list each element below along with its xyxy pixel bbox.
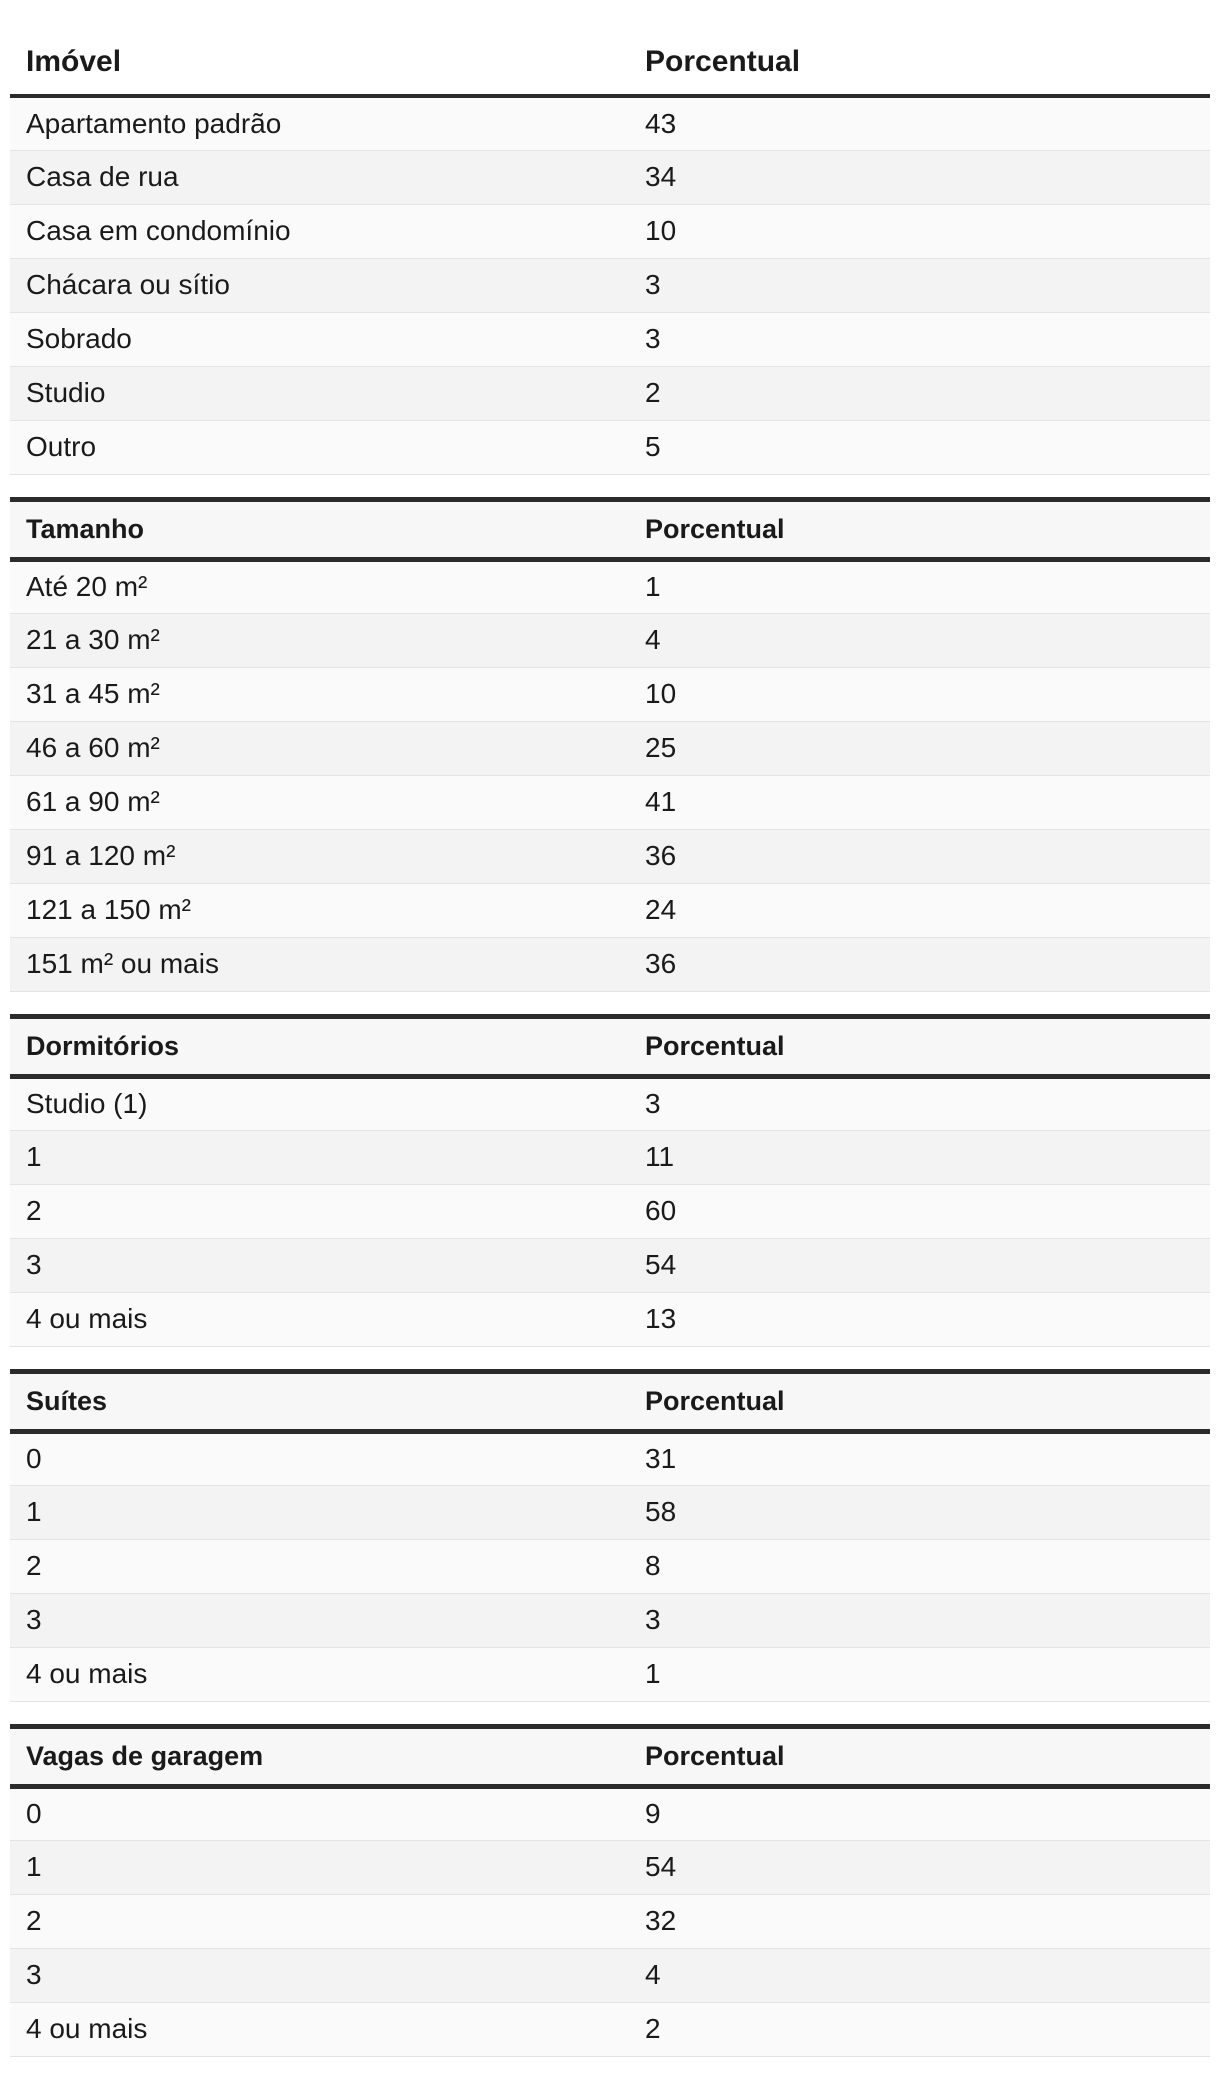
table-header-row bbox=[10, 1726, 1210, 1786]
percent-cell: 24 bbox=[645, 883, 1210, 937]
percent-cell: 10 bbox=[645, 667, 1210, 721]
table-row bbox=[10, 1894, 1210, 1948]
table-row bbox=[10, 1076, 1210, 1130]
category-cell: 121 a 150 m² bbox=[10, 883, 645, 937]
table-row bbox=[10, 1238, 1210, 1292]
category-cell: Casa em condomínio bbox=[10, 204, 645, 258]
category-cell: 61 a 90 m² bbox=[10, 775, 645, 829]
percent-cell: 41 bbox=[645, 775, 1210, 829]
table-row bbox=[10, 1786, 1210, 1840]
percent-cell: 25 bbox=[645, 721, 1210, 775]
column-header-percent: Porcentual bbox=[645, 1726, 1210, 1786]
table-row bbox=[10, 1840, 1210, 1894]
table-row bbox=[10, 829, 1210, 883]
category-cell: 4 ou mais bbox=[10, 1647, 645, 1701]
category-cell: 1 bbox=[10, 1130, 645, 1184]
column-header-percent: Porcentual bbox=[645, 1016, 1210, 1076]
table-row bbox=[10, 1539, 1210, 1593]
percent-cell: 9 bbox=[645, 1786, 1210, 1840]
table-row bbox=[10, 1593, 1210, 1647]
data-table bbox=[10, 1724, 1210, 2057]
column-header-category: Imóvel bbox=[10, 0, 645, 96]
table-row bbox=[10, 366, 1210, 420]
table-row bbox=[10, 667, 1210, 721]
column-header-category: Dormitórios bbox=[10, 1016, 645, 1076]
table-header-row bbox=[10, 1016, 1210, 1076]
table-row bbox=[10, 1948, 1210, 2002]
tables-container bbox=[10, 0, 1210, 2057]
percent-cell: 3 bbox=[645, 1076, 1210, 1130]
category-cell: 0 bbox=[10, 1786, 645, 1840]
category-cell: 3 bbox=[10, 1593, 645, 1647]
percent-cell: 8 bbox=[645, 1539, 1210, 1593]
table-row bbox=[10, 937, 1210, 991]
table-header-row bbox=[10, 0, 1210, 96]
category-cell: 2 bbox=[10, 1539, 645, 1593]
table-row bbox=[10, 204, 1210, 258]
category-cell: 4 ou mais bbox=[10, 2002, 645, 2056]
category-cell: Studio bbox=[10, 366, 645, 420]
category-cell: Sobrado bbox=[10, 312, 645, 366]
table-row bbox=[10, 96, 1210, 150]
category-cell: Casa de rua bbox=[10, 150, 645, 204]
percent-cell: 2 bbox=[645, 2002, 1210, 2056]
percent-cell: 5 bbox=[645, 420, 1210, 474]
percent-cell: 34 bbox=[645, 150, 1210, 204]
category-cell: 46 a 60 m² bbox=[10, 721, 645, 775]
table-row bbox=[10, 883, 1210, 937]
table-row bbox=[10, 2002, 1210, 2056]
table-header-row bbox=[10, 1371, 1210, 1431]
table-row bbox=[10, 721, 1210, 775]
percent-cell: 54 bbox=[645, 1238, 1210, 1292]
table-row bbox=[10, 258, 1210, 312]
category-cell: 2 bbox=[10, 1184, 645, 1238]
category-cell: 21 a 30 m² bbox=[10, 613, 645, 667]
percent-cell: 2 bbox=[645, 366, 1210, 420]
table-row bbox=[10, 1431, 1210, 1485]
table-row bbox=[10, 1130, 1210, 1184]
column-header-category: Vagas de garagem bbox=[10, 1726, 645, 1786]
percent-cell: 4 bbox=[645, 1948, 1210, 2002]
category-cell: Até 20 m² bbox=[10, 559, 645, 613]
percent-cell: 10 bbox=[645, 204, 1210, 258]
category-cell: 3 bbox=[10, 1948, 645, 2002]
percent-cell: 36 bbox=[645, 829, 1210, 883]
category-cell: 1 bbox=[10, 1840, 645, 1894]
category-cell: Outro bbox=[10, 420, 645, 474]
table-row bbox=[10, 1184, 1210, 1238]
category-cell: 2 bbox=[10, 1894, 645, 1948]
category-cell: 3 bbox=[10, 1238, 645, 1292]
percent-cell: 32 bbox=[645, 1894, 1210, 1948]
column-header-percent: Porcentual bbox=[645, 499, 1210, 559]
category-cell: 0 bbox=[10, 1431, 645, 1485]
column-header-percent: Porcentual bbox=[645, 1371, 1210, 1431]
category-cell: Studio (1) bbox=[10, 1076, 645, 1130]
column-header-category: Tamanho bbox=[10, 499, 645, 559]
category-cell: 31 a 45 m² bbox=[10, 667, 645, 721]
percent-cell: 3 bbox=[645, 1593, 1210, 1647]
category-cell: Chácara ou sítio bbox=[10, 258, 645, 312]
table-row bbox=[10, 1292, 1210, 1346]
table-row bbox=[10, 1485, 1210, 1539]
table-row bbox=[10, 559, 1210, 613]
table-row bbox=[10, 312, 1210, 366]
table-row bbox=[10, 1647, 1210, 1701]
table-row bbox=[10, 150, 1210, 204]
percent-cell: 3 bbox=[645, 258, 1210, 312]
percent-cell: 1 bbox=[645, 559, 1210, 613]
percent-cell: 13 bbox=[645, 1292, 1210, 1346]
column-header-category: Suítes bbox=[10, 1371, 645, 1431]
category-cell: 91 a 120 m² bbox=[10, 829, 645, 883]
percent-cell: 11 bbox=[645, 1130, 1210, 1184]
percent-cell: 54 bbox=[645, 1840, 1210, 1894]
percent-cell: 4 bbox=[645, 613, 1210, 667]
percent-cell: 60 bbox=[645, 1184, 1210, 1238]
category-cell: 151 m² ou mais bbox=[10, 937, 645, 991]
table-header-row bbox=[10, 499, 1210, 559]
table-row bbox=[10, 775, 1210, 829]
category-cell: 4 ou mais bbox=[10, 1292, 645, 1346]
percent-cell: 36 bbox=[645, 937, 1210, 991]
percent-cell: 31 bbox=[645, 1431, 1210, 1485]
table-row bbox=[10, 613, 1210, 667]
category-cell: Apartamento padrão bbox=[10, 96, 645, 150]
data-table bbox=[10, 497, 1210, 992]
table-row bbox=[10, 420, 1210, 474]
percent-cell: 58 bbox=[645, 1485, 1210, 1539]
percent-cell: 1 bbox=[645, 1647, 1210, 1701]
percent-cell: 43 bbox=[645, 96, 1210, 150]
data-table bbox=[10, 1369, 1210, 1702]
data-table bbox=[10, 0, 1210, 475]
column-header-percent: Porcentual bbox=[645, 0, 1210, 96]
data-table bbox=[10, 1014, 1210, 1347]
category-cell: 1 bbox=[10, 1485, 645, 1539]
percent-cell: 3 bbox=[645, 312, 1210, 366]
